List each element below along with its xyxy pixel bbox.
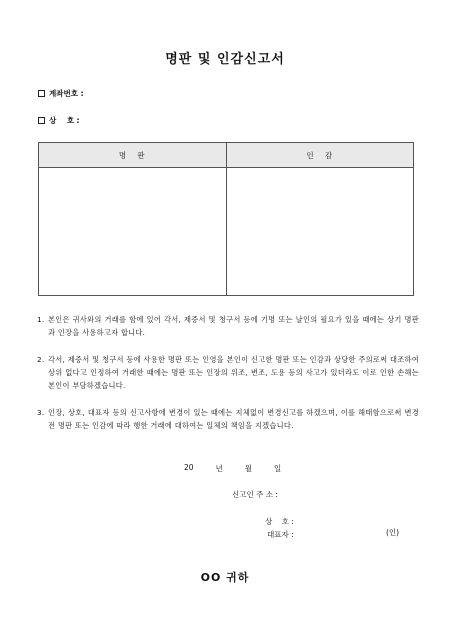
nameplate-header: 명 판: [118, 150, 146, 160]
seal-mark: (인): [386, 528, 400, 537]
clause-number: 2.: [37, 355, 45, 364]
clause-number: 3.: [37, 408, 45, 417]
clause-item: [37, 313, 419, 339]
date-year-label: 년: [215, 464, 223, 473]
representative-label: 대표자 :: [267, 530, 294, 539]
clause-list: [37, 313, 419, 446]
trade-name-field: [38, 115, 80, 126]
table-header: [39, 143, 413, 168]
date-line: [184, 463, 281, 474]
nameplate-box[interactable]: [39, 168, 226, 295]
date-day-label: 일: [274, 464, 282, 473]
clause-text: 본인은 귀사와의 거래를 함에 있어 각서, 제증서 및 청구서 등에 기명 또는 날인의 필요가 있을 때에는 상기 명판과 인장을 사용하고자 합니다.: [48, 315, 419, 337]
seal-box[interactable]: [226, 168, 414, 295]
clause-item: [37, 406, 419, 432]
checkbox-icon[interactable]: [38, 90, 45, 97]
document-title: 명판 및 인감신고서: [165, 52, 285, 67]
checkbox-icon[interactable]: [38, 117, 45, 124]
trade-name-label: 상 호 :: [49, 116, 80, 125]
account-number-field: [38, 88, 84, 99]
addressee: OO 귀하: [200, 571, 250, 584]
clause-number: 1.: [37, 315, 45, 324]
account-number-label: 계좌번호 :: [49, 89, 84, 98]
nameplate-seal-table: [38, 142, 414, 296]
date-year: 20: [184, 463, 194, 472]
clause-item: [37, 353, 419, 392]
reporter-address-label: 신고인 주 소 :: [232, 490, 278, 499]
clause-text: 각서, 제증서 및 청구서 등에 사용한 명판 또는 인영을 본인이 신고한 명판 또는 인감과 상당한 주의로써 대조하여 상위 없다고 인정하여 거래한 때에는 명판 또는 인장의 위조, 변조, 도용 등의 사고가 있더라도 이로 인한 손해는 본인이 부담하겠습니다.: [48, 355, 419, 390]
seal-header: 인 감: [226, 143, 414, 167]
date-month-label: 월: [244, 464, 253, 473]
signature-trade-name-label: 상 호 :: [265, 517, 294, 526]
clause-text: 인장, 상호, 대표자 등의 신고사항에 변경이 있는 때에는 지체없이 변경신고를 하겠으며, 이를 해태함으로써 변경전 명판 또는 인감에 따라 행한 거래에 대하여는 일체의 책임을 지겠습니다.: [48, 408, 419, 430]
table-body: [39, 168, 413, 295]
